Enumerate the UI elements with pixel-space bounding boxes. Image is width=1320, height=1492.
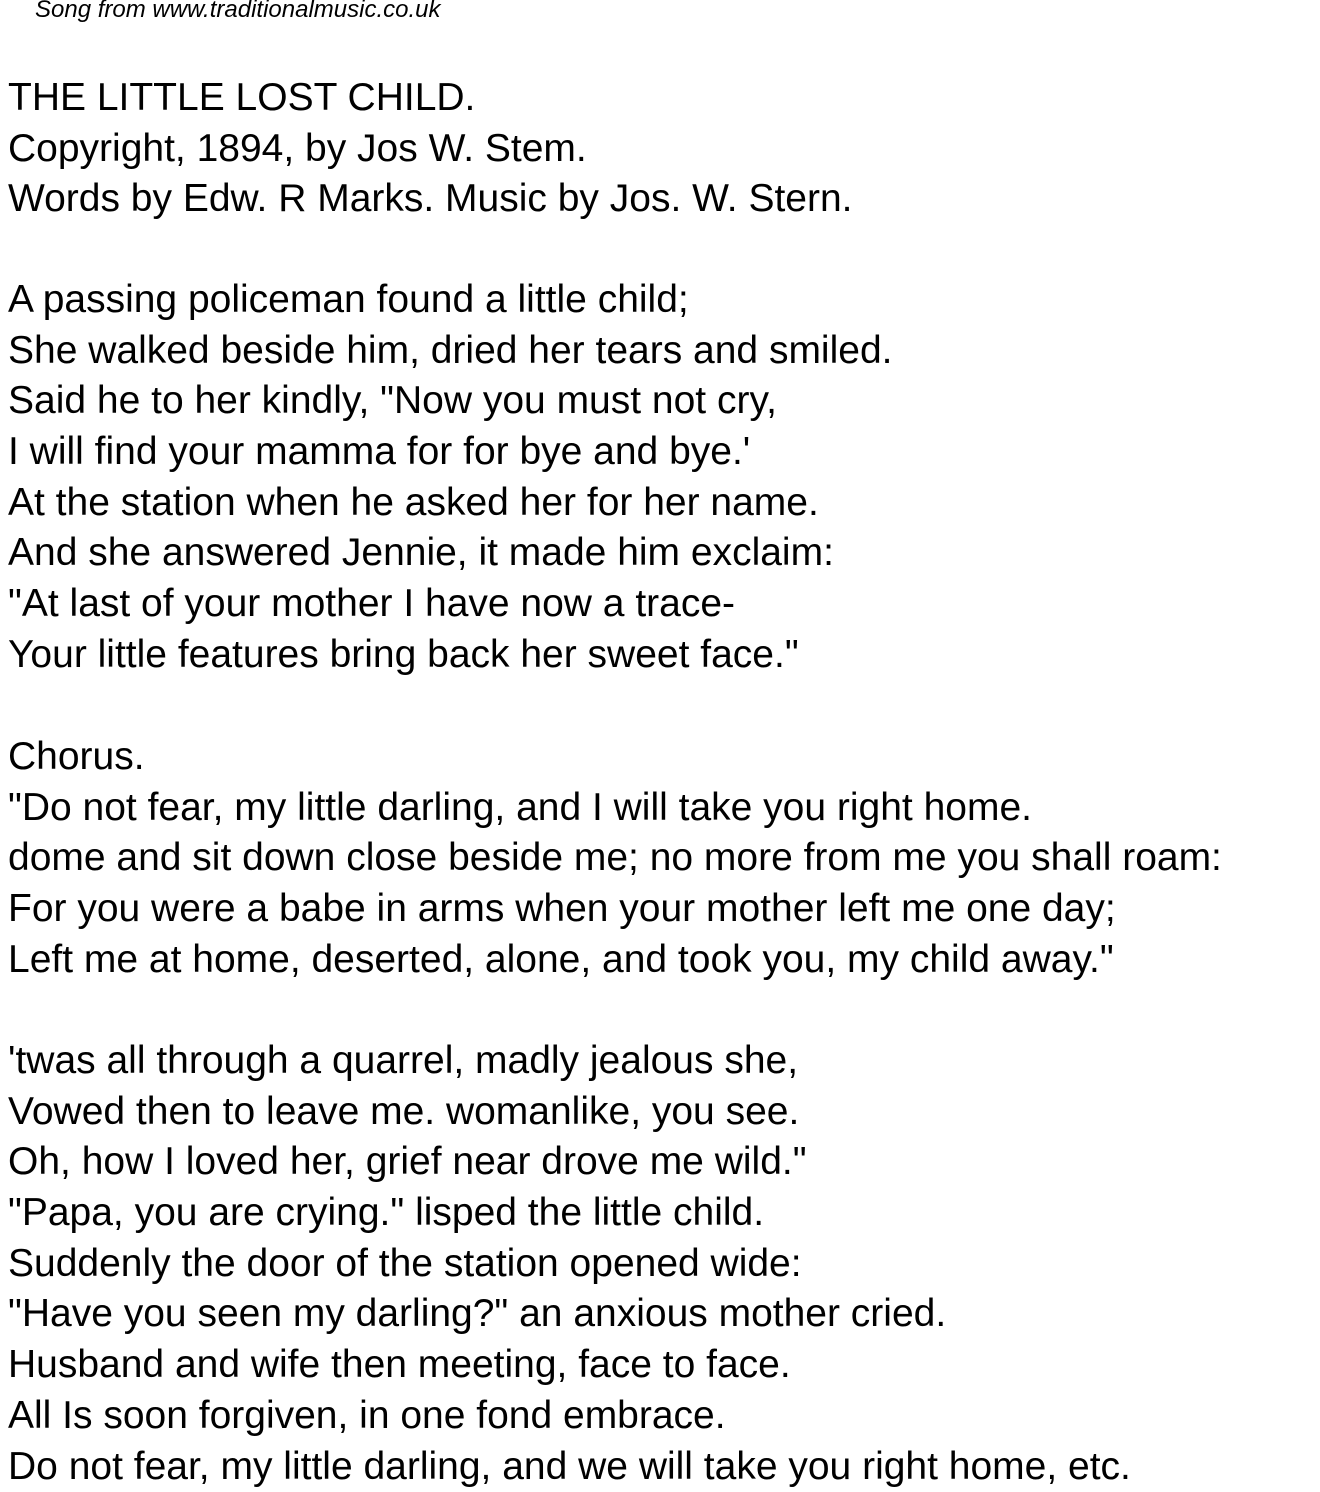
chorus xyxy=(8,732,1222,985)
lyric-line: Left me at home, deserted, alone, and took you, my child away." xyxy=(8,935,1222,986)
chorus-label: Chorus. xyxy=(8,732,1222,783)
lyric-line: "Papa, you are crying." lisped the little child. xyxy=(8,1188,1131,1239)
verse-1 xyxy=(8,275,892,681)
source-watermark: Song from www.traditionalmusic.co.uk xyxy=(35,0,441,26)
lyric-line: "Have you seen my darling?" an anxious mother cried. xyxy=(8,1289,1131,1340)
song-title: THE LITTLE LOST CHILD. xyxy=(8,73,853,124)
lyric-line: For you were a babe in arms when your mother left me one day; xyxy=(8,884,1222,935)
copyright-line: Copyright, 1894, by Jos W. Stem. xyxy=(8,124,853,175)
lyric-line: Do not fear, my little darling, and we will take you right home, etc. xyxy=(8,1442,1131,1492)
lyric-line: dome and sit down close beside me; no more from me you shall roam: xyxy=(8,833,1222,884)
lyric-line: Husband and wife then meeting, face to face. xyxy=(8,1340,1131,1391)
lyric-line: Said he to her kindly, "Now you must not cry, xyxy=(8,376,892,427)
song-header xyxy=(8,73,853,225)
lyric-line: At the station when he asked her for her name. xyxy=(8,478,892,529)
lyric-line: Your little features bring back her sweet face." xyxy=(8,630,892,681)
lyric-line: Oh, how I loved her, grief near drove me wild." xyxy=(8,1137,1131,1188)
lyric-line: A passing policeman found a little child; xyxy=(8,275,892,326)
lyric-line: I will find your mamma for for bye and bye.' xyxy=(8,427,892,478)
lyric-line: 'twas all through a quarrel, madly jealous she, xyxy=(8,1036,1131,1087)
lyric-line: "At last of your mother I have now a trace- xyxy=(8,579,892,630)
lyric-line: Vowed then to leave me. womanlike, you see. xyxy=(8,1087,1131,1138)
verse-2 xyxy=(8,1036,1131,1492)
lyric-line: All Is soon forgiven, in one fond embrace. xyxy=(8,1391,1131,1442)
lyric-line: And she answered Jennie, it made him exclaim: xyxy=(8,528,892,579)
lyric-line: "Do not fear, my little darling, and I will take you right home. xyxy=(8,783,1222,834)
lyric-line: She walked beside him, dried her tears and smiled. xyxy=(8,326,892,377)
credits-line: Words by Edw. R Marks. Music by Jos. W. Stern. xyxy=(8,174,853,225)
lyric-line: Suddenly the door of the station opened wide: xyxy=(8,1239,1131,1290)
